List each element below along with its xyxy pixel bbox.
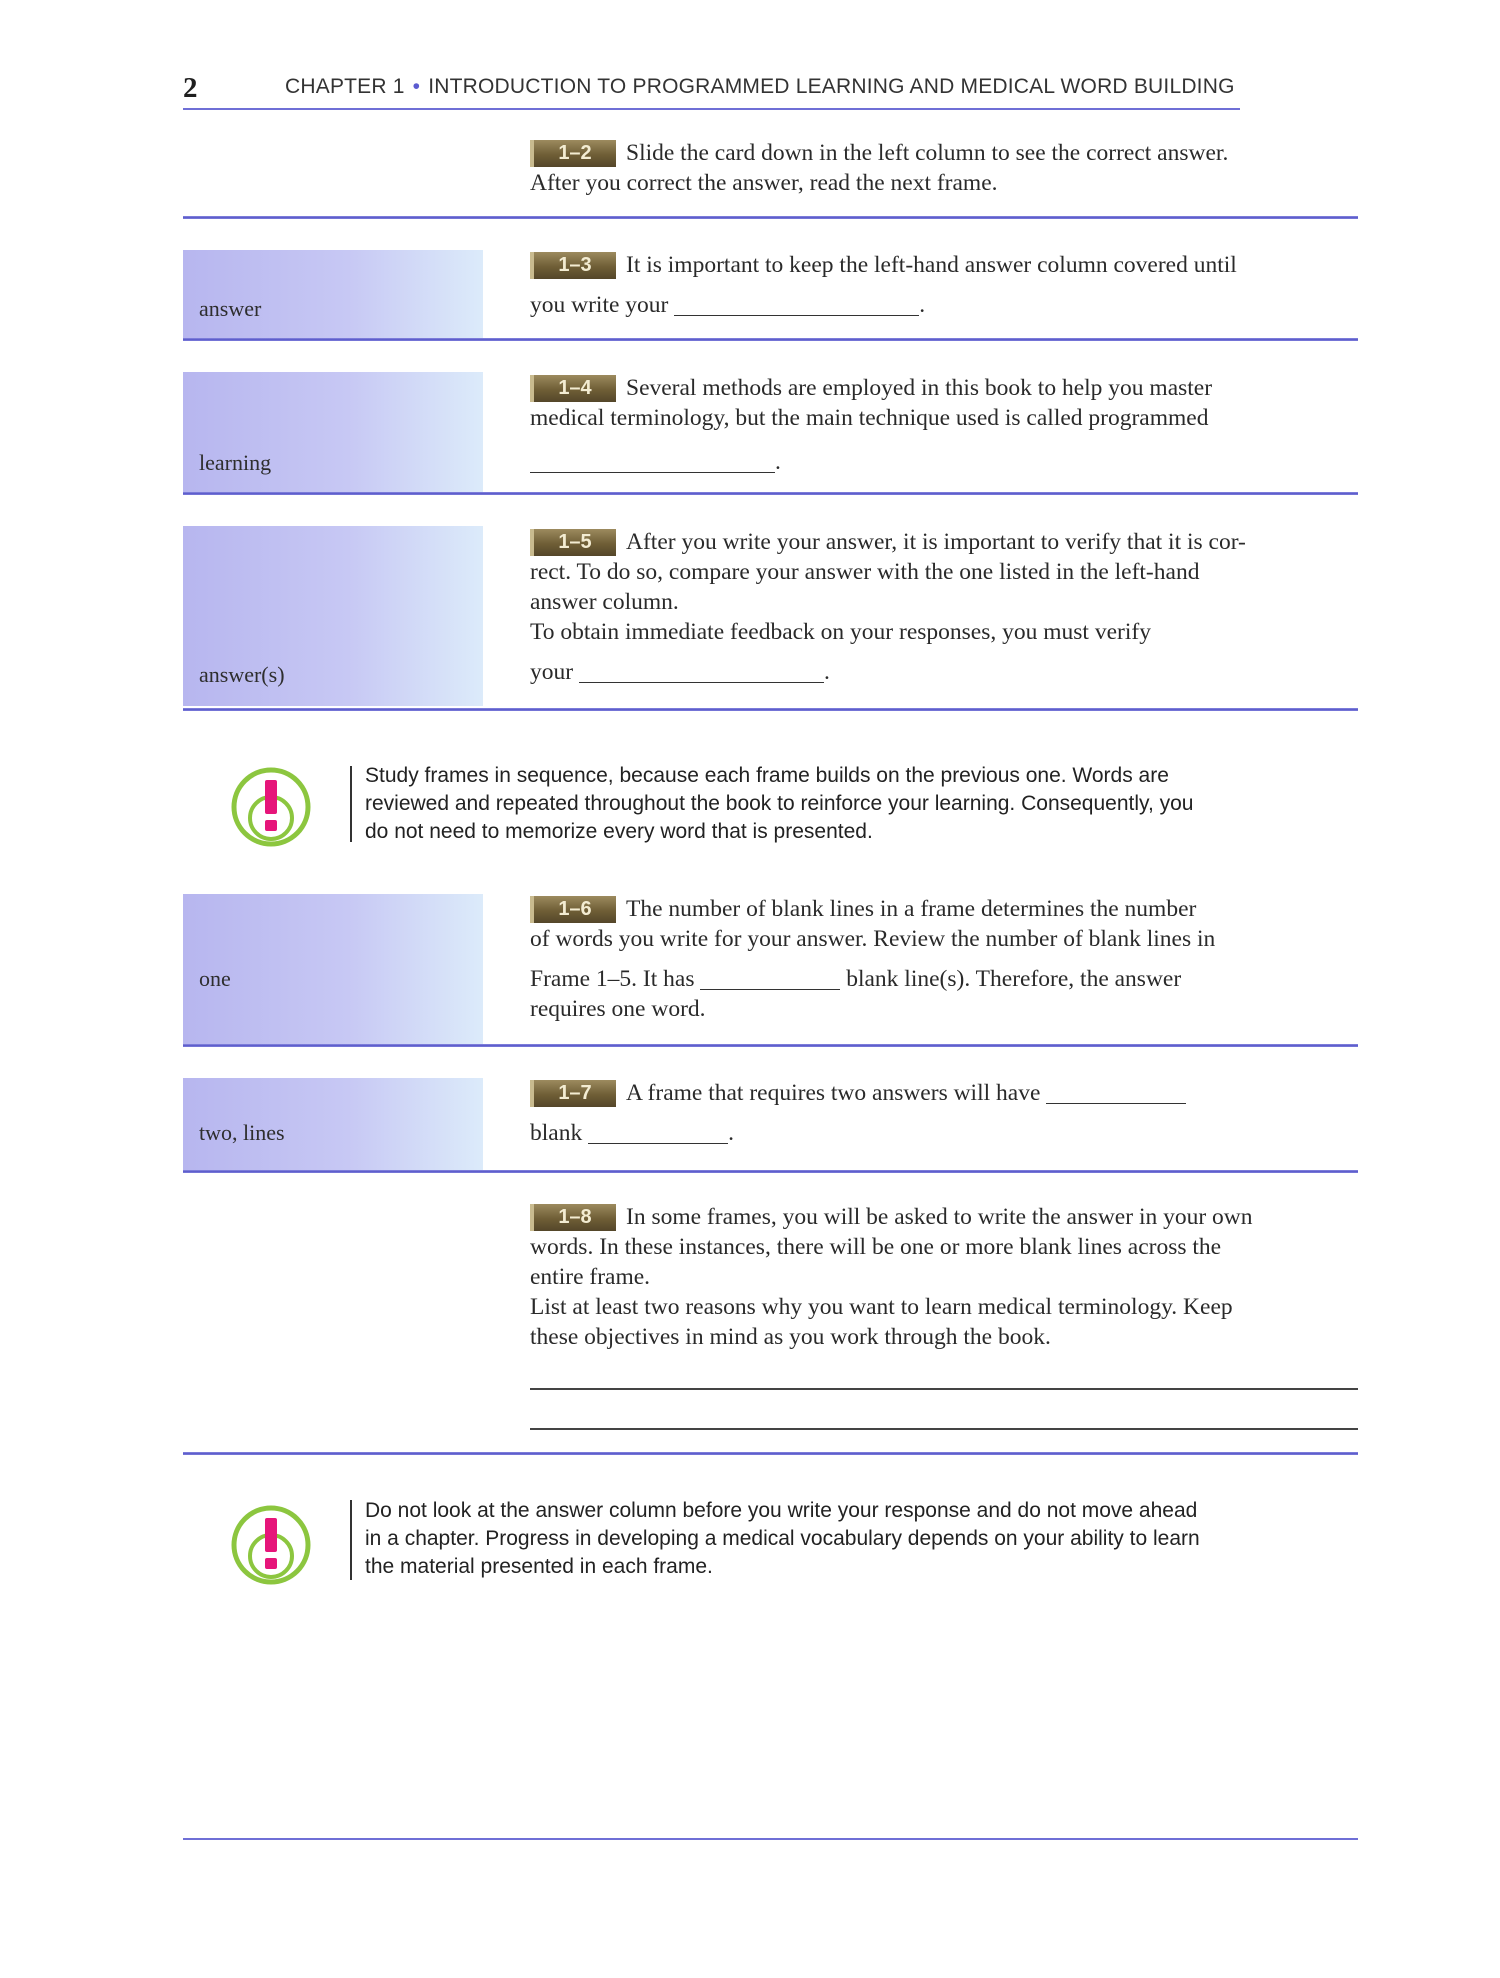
answer-box (183, 894, 483, 1044)
answer-box (183, 250, 483, 338)
exclamation-circle-icon (230, 1504, 312, 1586)
answer-blank[interactable] (674, 293, 919, 316)
frame-text-line: It is important to keep the left-hand answer column covered until (626, 252, 1237, 278)
answer-blank[interactable] (700, 967, 840, 990)
frame-number-badge: 1–4 (530, 375, 616, 402)
frame-text-line: blank (530, 1120, 583, 1146)
punctuation: . (728, 1120, 734, 1146)
frame-1-8 (530, 1202, 1360, 1352)
frame-number-badge: 1–2 (530, 140, 616, 167)
note-line: Study frames in sequence, because each frame builds on the previous one. Words are (365, 764, 1169, 787)
answer-box (183, 372, 483, 492)
frame-1-4 (530, 373, 1360, 477)
answer-blank[interactable] (579, 660, 824, 683)
note-text (365, 1497, 1315, 1581)
chapter-title: INTRODUCTION TO PROGRAMMED LEARNING AND MEDICAL WORD BUILDING (428, 75, 1235, 98)
frame-divider (183, 1170, 1358, 1173)
frame-text-line: requires one word. (530, 996, 706, 1022)
response-line[interactable] (530, 1388, 1358, 1390)
answer-box (183, 1078, 483, 1170)
frame-text-line: your (530, 659, 574, 685)
frame-text-line: words. In these instances, there will be one or more blank lines across the (530, 1234, 1222, 1260)
frame-text-line: Frame 1–5. It has (530, 966, 695, 992)
frame-text-line: To obtain immediate feedback on your responses, you must verify (530, 619, 1151, 645)
note-text (365, 762, 1315, 846)
page-number: 2 (183, 72, 198, 104)
answer-blank[interactable] (530, 450, 775, 473)
frame-divider (183, 216, 1358, 219)
frame-text-line: you write your (530, 292, 669, 318)
answer-text: learning (199, 450, 272, 475)
note-line: reviewed and repeated throughout the book to reinforce your learning. Consequently, you (365, 792, 1194, 815)
frame-text-line: rect. To do so, compare your answer with the one listed in the left-hand (530, 559, 1200, 585)
frame-text-line: A frame that requires two answers will have (626, 1080, 1041, 1106)
note-bar (350, 1500, 352, 1580)
frame-text-line: of words you write for your answer. Review the number of blank lines in (530, 926, 1216, 952)
response-line[interactable] (530, 1428, 1358, 1430)
frame-number-badge: 1–5 (530, 529, 616, 556)
note-line: Do not look at the answer column before you write your response and do not move ahead (365, 1499, 1198, 1522)
frame-text-line: entire frame. (530, 1264, 651, 1290)
frame-text-line: In some frames, you will be asked to write the answer in your own (626, 1204, 1253, 1230)
frame-1-5 (530, 527, 1360, 687)
frame-divider (183, 338, 1358, 341)
frame-text-line: List at least two reasons why you want to learn medical terminology. Keep (530, 1294, 1233, 1320)
frame-text-line: these objectives in mind as you work through the book. (530, 1324, 1051, 1350)
header-rule (183, 108, 1240, 110)
frame-text-line: After you correct the answer, read the next frame. (530, 170, 998, 196)
frame-1-7 (530, 1078, 1360, 1148)
frame-number-badge: 1–3 (530, 252, 616, 279)
note-line: in a chapter. Progress in developing a medical vocabulary depends on your ability to learn (365, 1527, 1200, 1550)
answer-text: one (199, 966, 231, 991)
frame-number-badge: 1–6 (530, 896, 616, 923)
answer-blank[interactable] (588, 1121, 728, 1144)
frame-divider (183, 1452, 1358, 1455)
footer-rule (183, 1838, 1358, 1840)
exclamation-circle-icon (230, 766, 312, 848)
frame-1-2 (530, 138, 1360, 198)
frame-divider (183, 492, 1358, 495)
answer-text: answer (199, 296, 262, 321)
frame-divider (183, 1044, 1358, 1047)
answer-blank[interactable] (1046, 1081, 1186, 1104)
frame-1-6 (530, 894, 1360, 1024)
note-line: the material presented in each frame. (365, 1555, 713, 1578)
frame-text-line: answer column. (530, 589, 679, 615)
frame-divider (183, 708, 1358, 711)
note-bar (350, 766, 352, 842)
note-line: do not need to memorize every word that is presented. (365, 820, 873, 843)
frame-text-line: The number of blank lines in a frame determines the number (626, 896, 1197, 922)
chapter-label: CHAPTER 1 (285, 75, 405, 98)
frame-text-line: medical terminology, but the main technique used is called programmed (530, 405, 1209, 431)
frame-text-line: Several methods are employed in this book to help you master (626, 375, 1213, 401)
answer-text: two, lines (199, 1120, 285, 1145)
answer-box (183, 526, 483, 706)
punctuation: . (919, 292, 926, 318)
running-head (285, 75, 1245, 99)
frame-number-badge: 1–8 (530, 1204, 616, 1231)
punctuation: . (775, 449, 781, 475)
frame-text-line: After you write your answer, it is important to verify that it is cor- (626, 529, 1246, 555)
answer-text: answer(s) (199, 662, 285, 687)
punctuation: . (823, 659, 830, 685)
frame-number-badge: 1–7 (530, 1080, 616, 1107)
separator-dot: • (412, 75, 421, 98)
frame-text-line: blank line(s). Therefore, the answer (846, 966, 1182, 992)
frame-text-line: Slide the card down in the left column to see the correct answer. (626, 140, 1229, 166)
frame-1-3 (530, 250, 1360, 320)
